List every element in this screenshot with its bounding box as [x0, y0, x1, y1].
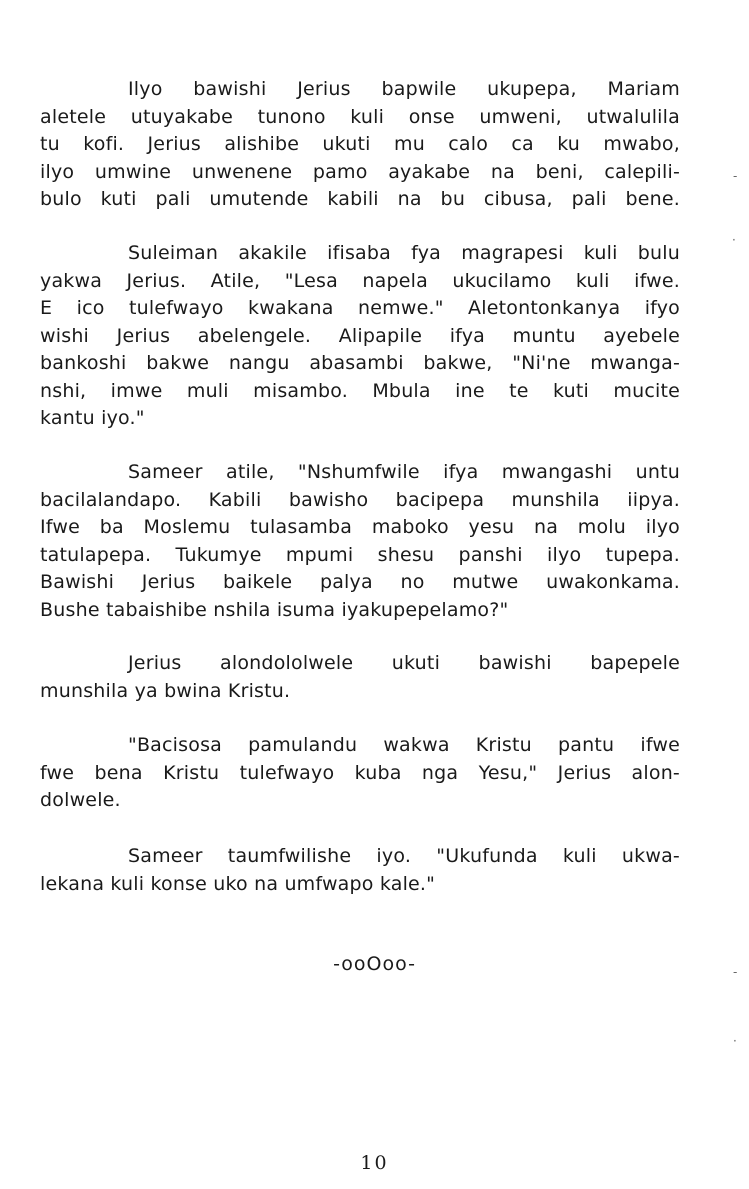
paragraph-line: aletele utuyakabe tunono kuli onse umweni, utwalulila [40, 105, 680, 128]
paragraph-line: Ifwe ba Moslemu tulasamba maboko yesu na molu ilyo [40, 516, 680, 538]
paragraph-line: yakwa Jerius. Atile, "Lesa napela ukucilamo kuli ifwe. [40, 269, 680, 292]
paragraph-line: tu kofi. Jerius alishibe ukuti mu calo ca ku mwabo, [40, 133, 680, 155]
paragraph-5 [40, 732, 680, 815]
paragraph-line: lekana kuli konse uko na umfwapo kale." [40, 872, 436, 895]
paragraph-line: Jerius alondololwele ukuti bawishi bapepele [128, 652, 680, 674]
scan-speck: - [733, 169, 738, 183]
paragraph-2 [40, 240, 680, 433]
paragraph-line: bacilalandapo. Kabili bawisho bacipepa munshila iipya. [40, 488, 680, 511]
page-number: 10 [360, 1152, 389, 1174]
paragraph-line: tatulapepa. Tukumye mpumi shesu panshi ilyo tupepa. [40, 543, 680, 566]
paragraph-line: Sameer atile, "Nshumfwile ifya mwangashi untu [128, 461, 680, 483]
paragraph-line: Sameer taumfwilishe iyo. "Ukufunda kuli ukwa- [128, 845, 680, 867]
paragraph-3 [40, 459, 680, 624]
scan-speck: · [733, 1034, 737, 1048]
paragraph-4 [40, 650, 680, 705]
paragraph-line: bulo kuti pali umutende kabili na bu cibusa, pali bene. [40, 188, 680, 210]
paragraph-line: Suleiman akakile ifisaba fya magrapesi kuli bulu [128, 242, 680, 264]
paragraph-line: kantu iyo." [40, 407, 145, 429]
scan-speck: · [732, 233, 736, 247]
paragraph-line: wishi Jerius abelengele. Alipapile ifya muntu ayebele [40, 324, 680, 347]
paragraph-line: ilyo umwine unwenene pamo ayakabe na beni, calepili- [40, 160, 680, 183]
paragraph-line: Ilyo bawishi Jerius bapwile ukupepa, Mariam [128, 78, 680, 100]
paragraph-line: nshi, imwe muli misambo. Mbula ine te kuti mucite [40, 379, 680, 402]
paragraph-line: E ico tulefwayo kwakana nemwe." Aletontonkanya ifyo [40, 297, 680, 319]
paragraph-line: "Bacisosa pamulandu wakwa Kristu pantu ifwe [128, 734, 680, 756]
paragraph-line: Bushe tabaishibe nshila isuma iyakupepelamo?" [40, 598, 509, 621]
paragraph-line: Bawishi Jerius baikele palya no mutwe uwakonkama. [40, 571, 680, 593]
paragraph-line: dolwele. [40, 789, 121, 811]
paragraph-line: bankoshi bakwe nangu abasambi bakwe, "Ni'ne mwanga- [40, 352, 680, 374]
paragraph-line: munshila ya bwina Kristu. [40, 679, 291, 702]
paragraph-line: fwe bena Kristu tulefwayo kuba nga Yesu," Jerius alon- [40, 761, 680, 784]
paragraph-1 [40, 76, 680, 214]
paragraph-6 [40, 843, 680, 898]
scan-speck: - [733, 965, 738, 979]
section-separator: -ooOoo- [333, 953, 416, 975]
